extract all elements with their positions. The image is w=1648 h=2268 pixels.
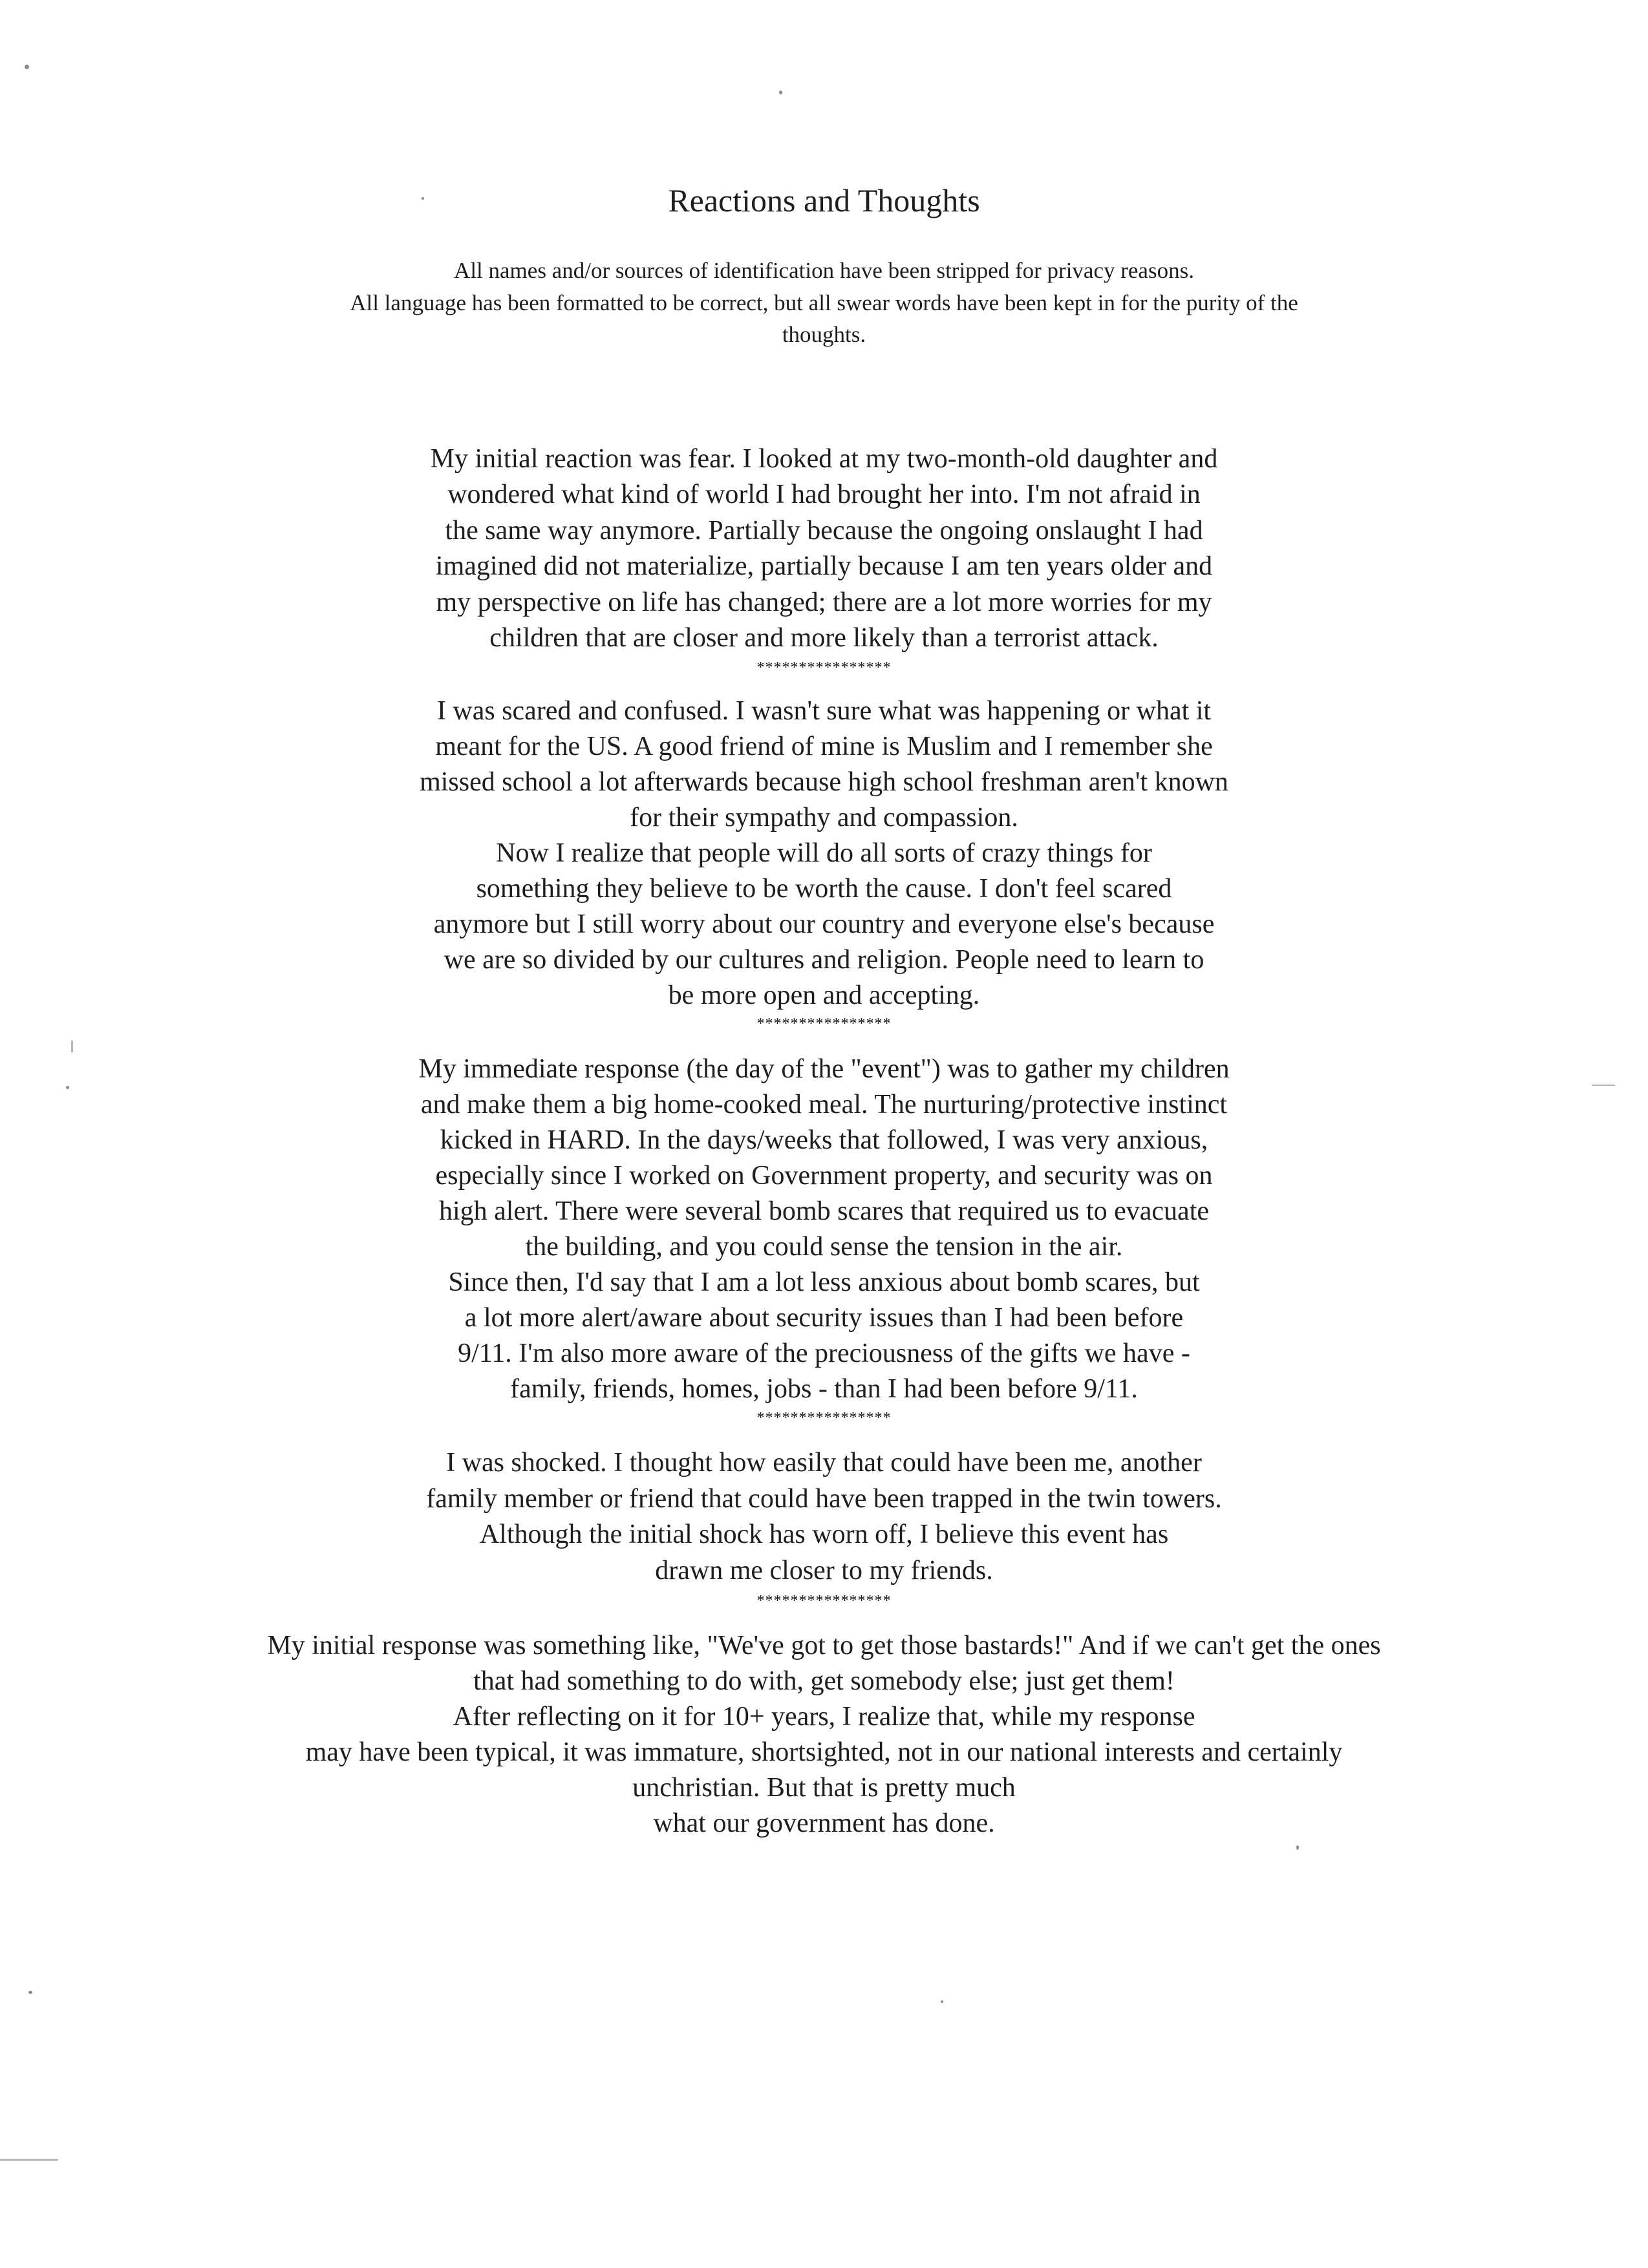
entry-5-line: what our government has done. — [653, 1808, 995, 1838]
privacy-note-line: All language has been formatted to be correct, but all swear words have been kept in for the purity of the — [350, 290, 1298, 315]
scan-speck — [28, 1991, 32, 1994]
entry-2-line: meant for the US. A good friend of mine is Muslim and I remember she — [435, 732, 1213, 761]
entry-4-line: Although the initial shock has worn off, I believe this event has — [479, 1520, 1169, 1549]
entry-2-line: we are so divided by our cultures and religion. People need to learn to — [444, 945, 1204, 975]
entry-5-line: After reflecting on it for 10+ years, I realize that, while my response — [453, 1702, 1195, 1732]
entry-3-line: My immediate response (the day of the "event") was to gather my children — [418, 1054, 1230, 1084]
entry-3-line: a lot more alert/aware about security issues than I had been before — [464, 1303, 1184, 1333]
entry-3-line: especially since I worked on Government property, and security was on — [435, 1161, 1213, 1191]
privacy-note-line: thoughts. — [782, 322, 866, 347]
entry-4-line: family member or friend that could have been trapped in the twin towers. — [426, 1484, 1222, 1514]
entry-1-line: imagined did not materialize, partially because I am ten years older and — [435, 551, 1213, 581]
entry-3-line: family, friends, homes, jobs - than I had been before 9/11. — [510, 1374, 1138, 1404]
entry-4-line: I was shocked. I thought how easily that could have been me, another — [446, 1448, 1202, 1478]
entry-2-line: for their sympathy and compassion. — [630, 803, 1018, 832]
entry-2-line: I was scared and confused. I wasn't sure what was happening or what it — [436, 696, 1212, 726]
entry-separator: **************** — [756, 1015, 892, 1032]
page-title: Reactions and Thoughts — [668, 182, 980, 218]
scan-edge-mark — [0, 2159, 58, 2161]
entry-4-line: drawn me closer to my friends. — [655, 1556, 993, 1585]
entry-5-line: unchristian. But that is pretty much — [632, 1773, 1016, 1803]
privacy-note-line: All names and/or sources of identification have been stripped for privacy reasons. — [454, 258, 1194, 283]
entry-3-line: high alert. There were several bomb scares that required us to evacuate — [438, 1196, 1210, 1226]
entry-3-line: the building, and you could sense the tension in the air. — [525, 1232, 1123, 1262]
entry-3-line: 9/11. I'm also more aware of the preciousness of the gifts we have - — [458, 1339, 1190, 1368]
entry-separator: **************** — [756, 1593, 892, 1609]
scan-speck — [941, 2000, 943, 2003]
entry-1-line: wondered what kind of world I had brought her into. I'm not afraid in — [447, 480, 1201, 509]
scan-speck — [25, 65, 29, 69]
entry-2-line: anymore but I still worry about our country and everyone else's because — [433, 909, 1215, 939]
entry-1-line: the same way anymore. Partially because the ongoing onslaught I had — [445, 516, 1203, 546]
entry-separator: **************** — [756, 1410, 892, 1426]
scan-edge-mark — [71, 1041, 73, 1052]
entry-2-line: something they believe to be worth the cause. I don't feel scared — [476, 874, 1172, 904]
scan-speck — [779, 90, 782, 94]
entry-separator: **************** — [756, 659, 892, 676]
entry-3-line: and make them a big home-cooked meal. The nurturing/protective instinct — [420, 1090, 1228, 1119]
entry-3-line: Since then, I'd say that I am a lot less anxious about bomb scares, but — [448, 1267, 1200, 1297]
entry-2-line: Now I realize that people will do all sorts of crazy things for — [496, 838, 1152, 868]
scan-speck — [1296, 1845, 1299, 1850]
entry-5-line: may have been typical, it was immature, shortsighted, not in our national interests and certainly — [305, 1737, 1343, 1767]
entry-2-line: be more open and accepting. — [668, 980, 980, 1010]
entry-3-line: kicked in HARD. In the days/weeks that followed, I was very anxious, — [440, 1125, 1208, 1155]
entry-5-line: My initial response was something like, "We've got to get those bastards!" And if we can't get the ones — [267, 1631, 1381, 1660]
entry-1-line: My initial reaction was fear. I looked at my two-month-old daughter and — [430, 444, 1218, 474]
entry-1-line: my perspective on life has changed; there are a lot more worries for my — [436, 588, 1212, 617]
entry-1-line: children that are closer and more likely than a terrorist attack. — [489, 623, 1159, 653]
entry-2-line: missed school a lot afterwards because high school freshman aren't known — [420, 767, 1228, 797]
entry-5-line: that had something to do with, get somebody else; just get them! — [473, 1666, 1175, 1696]
